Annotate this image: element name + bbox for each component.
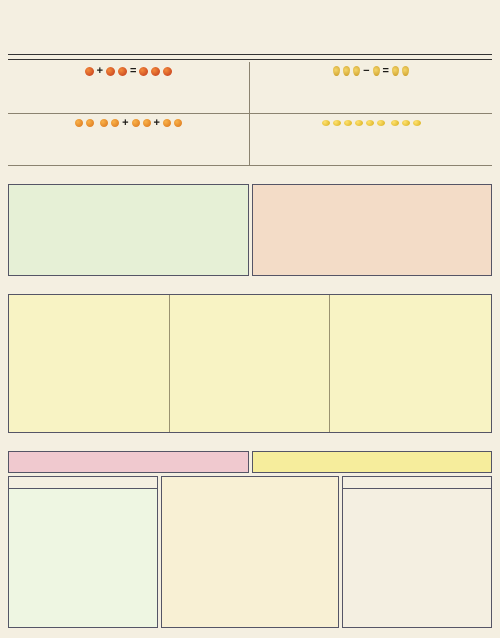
division-rules — [8, 451, 492, 473]
multiplication-column-2 — [170, 295, 331, 432]
multiplication-rules — [8, 294, 492, 433]
apple-icon — [139, 67, 148, 76]
orange-icon — [174, 119, 182, 127]
short-methods-panels — [8, 184, 492, 276]
apple-icon — [163, 67, 172, 76]
division-banner — [8, 435, 492, 450]
addition-table — [8, 476, 158, 628]
apple-icon — [151, 67, 160, 76]
poster-subtitle — [8, 54, 492, 60]
peach-icon — [377, 120, 385, 126]
apple-icon — [85, 67, 94, 76]
peach-icon — [355, 120, 363, 126]
pear-icon — [402, 66, 409, 76]
minus-sign-icon: − — [363, 65, 370, 77]
multiplication-banner — [8, 278, 492, 293]
peach-icon — [322, 120, 330, 126]
orange-icon — [163, 119, 171, 127]
short-methods-heading — [8, 167, 492, 183]
subtraction-illustration — [254, 64, 488, 78]
division-section — [250, 114, 492, 166]
addition-table-heading — [9, 477, 157, 489]
orange-icon — [143, 119, 151, 127]
orange-icon — [111, 119, 119, 127]
multiplication-illustration — [12, 116, 245, 130]
orange-icon — [75, 119, 83, 127]
multiplication-column-1 — [9, 295, 170, 432]
pear-icon — [392, 66, 399, 76]
division-illustration — [254, 116, 488, 130]
addition-section — [8, 62, 250, 114]
multiplication-section — [8, 114, 250, 166]
multiplication-column-3 — [330, 295, 491, 432]
multiplication-table-heading — [343, 477, 491, 489]
subtraction-section — [250, 62, 492, 114]
plus-sign-icon: + — [96, 65, 103, 77]
peach-icon — [366, 120, 374, 126]
peach-icon — [391, 120, 399, 126]
orange-icon — [86, 119, 94, 127]
pear-icon — [343, 66, 350, 76]
tables-row — [8, 476, 492, 628]
apple-icon — [118, 67, 127, 76]
pear-icon — [333, 66, 340, 76]
addition-illustration — [12, 64, 245, 78]
multiplication-table — [342, 476, 492, 628]
apple-icon — [106, 67, 115, 76]
short-subtraction-panel — [252, 184, 493, 276]
equals-sign-icon: = — [382, 65, 389, 77]
division-rule-1000 — [252, 451, 493, 473]
peach-icon — [333, 120, 341, 126]
equals-sign-icon: = — [130, 65, 137, 77]
poster-title — [8, 4, 492, 48]
orange-icon — [100, 119, 108, 127]
copyright — [8, 48, 492, 53]
peach-icon — [402, 120, 410, 126]
orange-icon — [132, 119, 140, 127]
division-rule-100 — [8, 451, 249, 473]
pear-icon — [353, 66, 360, 76]
peach-icon — [344, 120, 352, 126]
plus-sign-icon: + — [153, 117, 160, 129]
addition-by-periods-panel — [8, 184, 249, 276]
peach-icon — [413, 120, 421, 126]
operations-grid — [8, 62, 492, 166]
cancellation-panel — [161, 476, 339, 628]
pear-icon — [373, 66, 380, 76]
plus-sign-icon: + — [122, 117, 129, 129]
